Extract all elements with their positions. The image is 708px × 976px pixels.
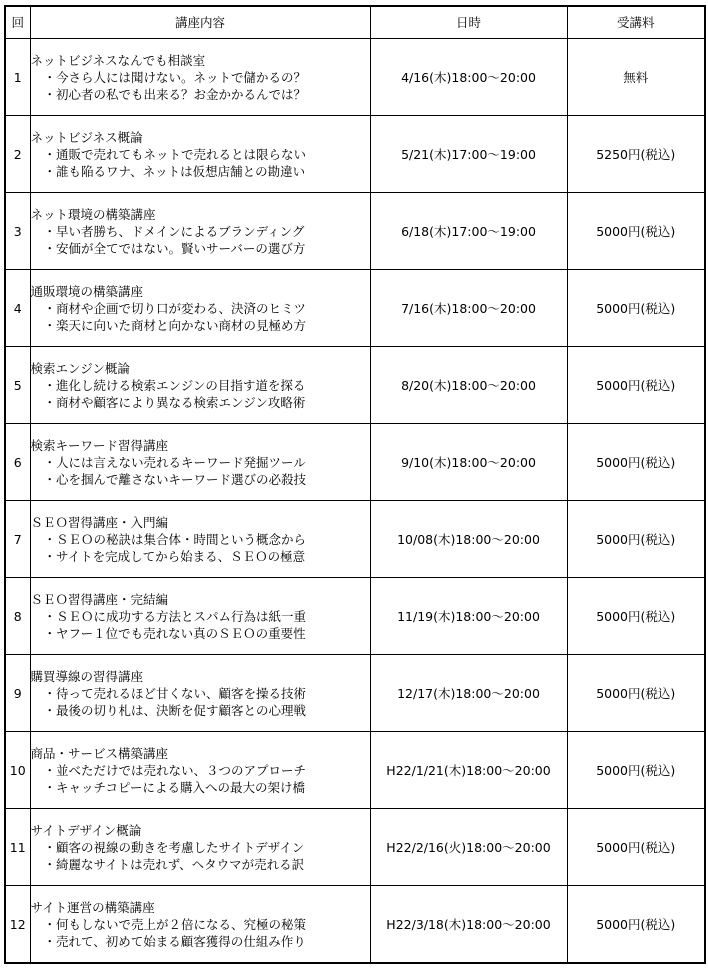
course-point: ・ＳＥＯに成功する方法とスパム行為は紙一重 — [43, 608, 307, 624]
session-fee: 5000円(税込) — [567, 193, 705, 270]
table-row — [5, 347, 705, 424]
table-row — [5, 501, 705, 578]
header-content: 講座内容 — [30, 6, 370, 39]
table-row — [5, 39, 705, 116]
session-fee: 5000円(税込) — [567, 578, 705, 655]
course-point: ・通販で売れてもネットで売れるとは限らない — [43, 146, 307, 162]
course-title: ＳＥＯ習得講座・入門編 — [30, 514, 169, 530]
session-date: 12/17(木)18:00～20:00 — [370, 655, 567, 732]
course-point: ・売れて、初めて始まる顧客獲得の仕組み作り — [43, 933, 306, 949]
course-point: ・誰も陥るワナ、ネットは仮想店舗との勘違い — [43, 163, 306, 179]
session-fee: 5000円(税込) — [567, 809, 705, 886]
course-point: ・商材や企画で切り口が変わる、決済のヒミツ — [43, 300, 307, 316]
session-date: H22/2/16(火)18:00～20:00 — [370, 809, 567, 886]
course-title: 商品・サービス構築講座 — [30, 745, 169, 761]
course-point: ・人には言えない売れるキーワード発掘ツール — [43, 454, 306, 470]
course-title: 購買導線の習得講座 — [30, 668, 144, 684]
course-point: ・何もしないで売上が２倍になる、究極の秘策 — [43, 916, 307, 932]
course-point: ・並べただけでは売れない、３つのアプローチ — [43, 762, 307, 778]
session-number: 8 — [5, 578, 30, 655]
course-content — [30, 732, 370, 809]
course-title: サイト運営の構築講座 — [30, 899, 155, 915]
course-point: ・安価が全てではない。賢いサーバーの選び方 — [43, 240, 306, 256]
table-row — [5, 424, 705, 501]
table-row — [5, 116, 705, 193]
session-fee: 無料 — [567, 39, 705, 116]
session-fee: 5000円(税込) — [567, 732, 705, 809]
course-point: ・綺麗なサイトは売れず、ヘタウマが売れる訳 — [43, 856, 305, 872]
course-point: ・進化し続ける検索エンジンの目指す道を探る — [43, 377, 306, 393]
course-title: ネットビジネスなんでも相談室 — [30, 52, 206, 68]
course-title: サイトデザイン概論 — [30, 822, 142, 838]
course-point: ・早い者勝ち、ドメインによるブランディング — [43, 223, 305, 239]
session-number: 12 — [5, 886, 30, 964]
course-content — [30, 809, 370, 886]
session-date: 10/08(木)18:00～20:00 — [370, 501, 567, 578]
course-content — [30, 193, 370, 270]
course-point: ・サイトを完成してから始まる、ＳＥＯの極意 — [43, 548, 306, 564]
session-fee: 5000円(税込) — [567, 347, 705, 424]
table-row — [5, 578, 705, 655]
session-date: 6/18(木)17:00～19:00 — [370, 193, 567, 270]
session-date: 11/19(木)18:00～20:00 — [370, 578, 567, 655]
course-point: ・キャッチコピーによる購入への最大の架け橋 — [43, 779, 306, 795]
session-number: 3 — [5, 193, 30, 270]
table-row — [5, 886, 705, 964]
course-title: 通販環境の構築講座 — [30, 283, 144, 299]
session-fee: 5250円(税込) — [567, 116, 705, 193]
header-row — [5, 6, 705, 39]
course-point: ・初心者の私でも出来る？お金かかるんでは？ — [43, 86, 307, 102]
course-content — [30, 347, 370, 424]
session-number: 9 — [5, 655, 30, 732]
session-number: 7 — [5, 501, 30, 578]
course-title: ネット環境の構築講座 — [30, 206, 156, 222]
course-point: ・今さら人には聞けない。ネットで儲かるの？ — [43, 69, 307, 85]
session-fee: 5000円(税込) — [567, 270, 705, 347]
course-title: 検索キーワード習得講座 — [30, 437, 169, 453]
course-schedule-table — [4, 5, 706, 964]
course-point: ・ヤフー１位でも売れない真のＳＥＯの重要性 — [43, 625, 306, 641]
header-no: 回 — [5, 6, 30, 39]
session-number: 1 — [5, 39, 30, 116]
session-date: 9/10(木)18:00～20:00 — [370, 424, 567, 501]
table-row — [5, 193, 705, 270]
course-point: ・商材や顧客により異なる検索エンジン攻略術 — [43, 394, 306, 410]
course-content — [30, 39, 370, 116]
session-date: H22/3/18(木)18:00～20:00 — [370, 886, 567, 964]
course-point: ・顧客の視線の動きを考慮したサイトデザイン — [43, 839, 305, 855]
course-content — [30, 116, 370, 193]
session-number: 5 — [5, 347, 30, 424]
course-content — [30, 886, 370, 964]
course-title: 検索エンジン概論 — [30, 360, 130, 376]
session-fee: 5000円(税込) — [567, 655, 705, 732]
session-date: 8/20(木)18:00～20:00 — [370, 347, 567, 424]
session-fee: 5000円(税込) — [567, 424, 705, 501]
course-title: ＳＥＯ習得講座・完結編 — [30, 591, 169, 607]
session-date: H22/1/21(木)18:00～20:00 — [370, 732, 567, 809]
session-number: 6 — [5, 424, 30, 501]
table-row — [5, 809, 705, 886]
session-date: 4/16(木)18:00～20:00 — [370, 39, 567, 116]
session-date: 7/16(木)18:00～20:00 — [370, 270, 567, 347]
session-fee: 5000円(税込) — [567, 501, 705, 578]
session-fee: 5000円(税込) — [567, 886, 705, 964]
header-date: 日時 — [370, 6, 567, 39]
table-row — [5, 270, 705, 347]
table-row — [5, 655, 705, 732]
schedule-document — [4, 5, 706, 964]
course-content — [30, 578, 370, 655]
course-content — [30, 655, 370, 732]
course-content — [30, 424, 370, 501]
course-title: ネットビジネス概論 — [30, 129, 143, 145]
table-row — [5, 732, 705, 809]
course-point: ・最後の切り札は、決断を促す顧客との心理戦 — [43, 702, 307, 718]
session-number: 11 — [5, 809, 30, 886]
course-point: ・待って売れるほど甘くない、顧客を操る技術 — [43, 685, 307, 701]
course-content — [30, 270, 370, 347]
header-fee: 受講料 — [567, 6, 705, 39]
course-content — [30, 501, 370, 578]
session-number: 2 — [5, 116, 30, 193]
session-number: 10 — [5, 732, 30, 809]
session-number: 4 — [5, 270, 30, 347]
course-point: ・楽天に向いた商材と向かない商材の見極め方 — [43, 317, 307, 333]
course-point: ・心を掴んで離さないキーワード選びの必殺技 — [43, 471, 307, 487]
course-point: ・ＳＥＯの秘訣は集合体・時間という概念から — [43, 531, 307, 547]
session-date: 5/21(木)17:00～19:00 — [370, 116, 567, 193]
